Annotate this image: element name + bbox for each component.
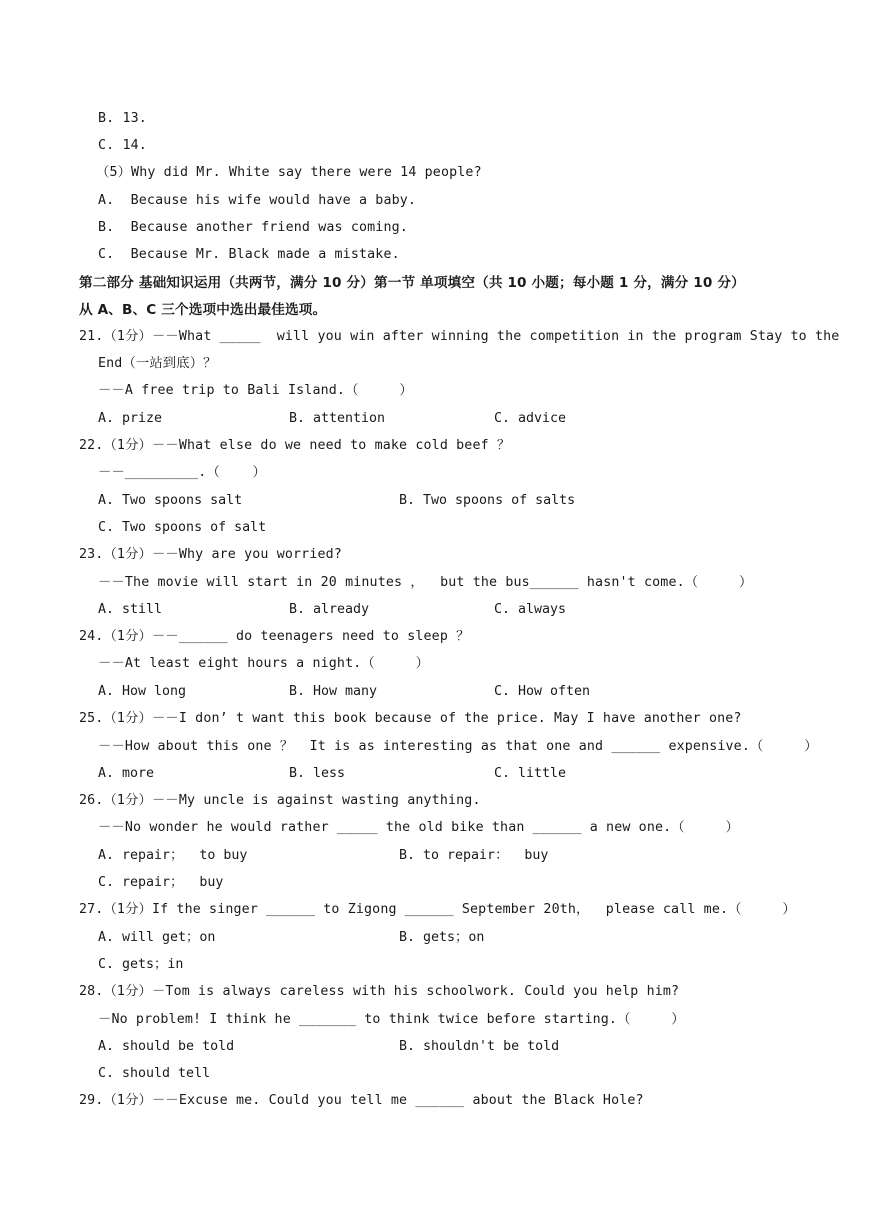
question-22: 22.（1分）－－What else do we need to make cold beef ？ (79, 438, 511, 453)
option-b: B. already (289, 602, 370, 617)
option-b: B. less (289, 766, 346, 781)
option-c: C. 14. (98, 138, 147, 153)
option-c: C. always (494, 602, 567, 617)
question-21-cont: End（一站到底）？ (98, 356, 217, 371)
option-a: A. will get；on (98, 930, 216, 945)
option-a: A. Because his wife would have a baby. (98, 193, 417, 208)
option-a: A. should be told (98, 1039, 235, 1054)
question-21: 21.（1分）－－What _____ will you win after winning the competition in the program Stay to the (79, 329, 840, 344)
option-c: C. How often (494, 684, 591, 699)
question-21-answer: －－A free trip to Bali Island.（ ） (98, 383, 413, 398)
option-a: A. How long (98, 684, 187, 699)
option-c: C. little (494, 766, 567, 781)
question-25: 25.（1分）－－I don’ t want this book because of the price. May I have another one? (79, 711, 742, 726)
question-26-answer: －－No wonder he would rather _____ the old bike than ______ a new one.（ ） (98, 820, 739, 835)
question-29: 29.（1分）－－Excuse me. Could you tell me ______ about the Black Hole? (79, 1093, 644, 1108)
question-25-answer: －－How about this one ？ It is as interesting as that one and ______ expensive.（ ） (98, 739, 818, 754)
question-23-answer: －－The movie will start in 20 minutes ， but the bus______ hasn't come.（ ） (98, 575, 753, 590)
option-a: A. still (98, 602, 163, 617)
option-c: C. repair； buy (98, 875, 224, 890)
option-b: B. 13. (98, 111, 147, 126)
option-c: C. Because Mr. Black made a mistake. (98, 247, 400, 262)
question-24-answer: －－At least eight hours a night.（ ） (98, 656, 430, 671)
option-b: B. gets；on (399, 930, 485, 945)
option-c: C. should tell (98, 1066, 211, 1081)
option-a: A. repair； to buy (98, 848, 248, 863)
option-a: A. prize (98, 411, 163, 426)
option-b: B. Two spoons of salts (399, 493, 576, 508)
section-heading: 第二部分 基础知识运用（共两节，满分 10 分）第一节 单项填空（共 10 小题；每小题 1 分，满分 10 分） (79, 275, 745, 291)
option-c: C. gets；in (98, 957, 184, 972)
question-24: 24.（1分）－－______ do teenagers need to sleep ？ (79, 629, 470, 644)
question-22-answer: －－_________.（ ） (98, 465, 266, 480)
question-28: 28.（1分）－Tom is always careless with his schoolwork. Could you help him? (79, 984, 680, 999)
option-b: B. Because another friend was coming. (98, 220, 408, 235)
option-b: B. shouldn't be told (399, 1039, 560, 1054)
option-b: B. to repair： buy (399, 848, 549, 863)
question-23: 23.（1分）－－Why are you worried? (79, 547, 342, 562)
option-c: C. advice (494, 411, 567, 426)
question-27: 27.（1分）If the singer ______ to Zigong ______ September 20th， please call me.（ ） (79, 902, 796, 917)
option-a: A. more (98, 766, 155, 781)
option-c: C. Two spoons of salt (98, 520, 267, 535)
section-instruction: 从 A、B、C 三个选项中选出最佳选项。 (79, 302, 327, 318)
option-b: B. How many (289, 684, 378, 699)
question-5: （5）Why did Mr. White say there were 14 people? (96, 165, 482, 180)
option-b: B. attention (289, 411, 386, 426)
question-26: 26.（1分）－－My uncle is against wasting anything. (79, 793, 481, 808)
question-28-answer: －No problem! I think he _______ to think twice before starting.（ ） (98, 1012, 685, 1027)
option-a: A. Two spoons salt (98, 493, 243, 508)
